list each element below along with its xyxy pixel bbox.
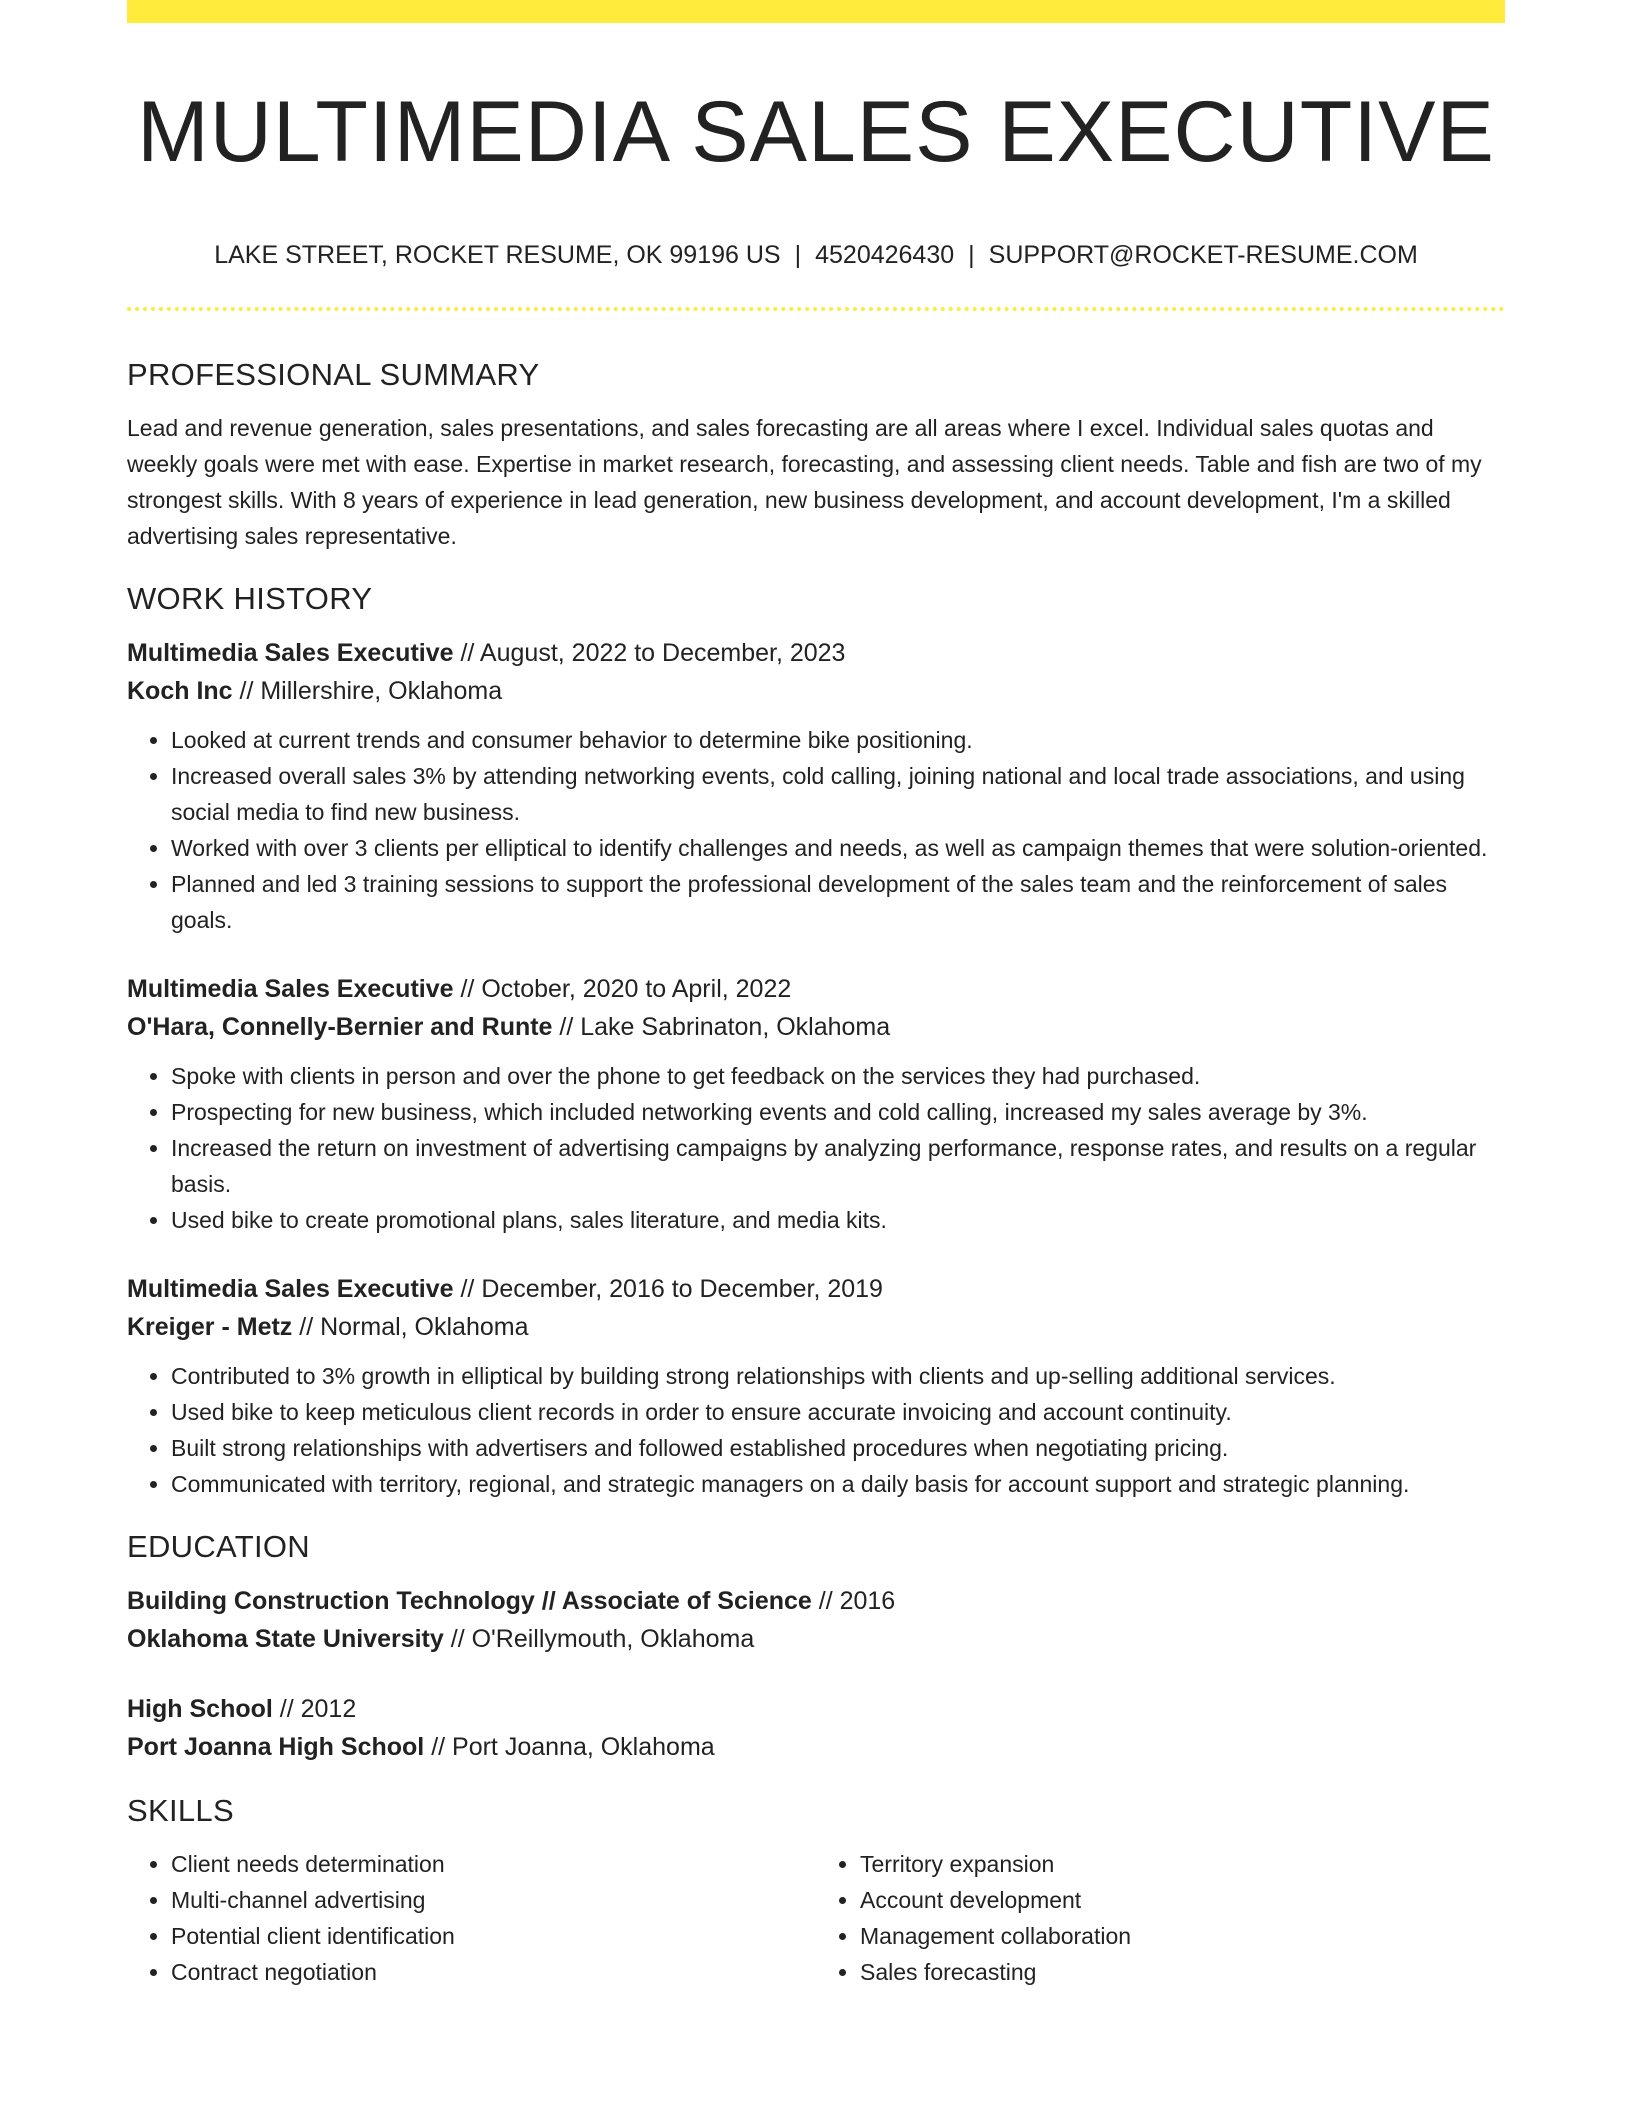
skill-item: • Account development [860, 1882, 1505, 1918]
degree-line [127, 1582, 1505, 1620]
job-title-line [127, 1270, 1505, 1308]
job-company: Koch Inc [127, 677, 233, 705]
job-company: Kreiger - Metz [127, 1313, 293, 1341]
job-location: // Millershire, Oklahoma [232, 677, 503, 705]
education-year: // 2012 [272, 1695, 357, 1723]
school-line [127, 1728, 1505, 1766]
job-location: // Normal, Oklahoma [292, 1313, 529, 1341]
resume-content [127, 352, 1505, 1990]
skill-item: • Multi-channel advertising [171, 1882, 816, 1918]
section-heading-work: WORK HISTORY [127, 581, 373, 616]
section-heading-education: EDUCATION [127, 1529, 310, 1564]
school: Port Joanna High School [127, 1733, 425, 1761]
section-heading-skills: SKILLS [127, 1793, 234, 1828]
job-bullet: • Looked at current trends and consumer behavior to determine bike positioning. [171, 722, 1505, 758]
job-bullet: • Spoke with clients in person and over the phone to get feedback on the services they had purchased. [171, 1058, 1505, 1094]
accent-bar [127, 0, 1505, 23]
phone[interactable]: 4520426430 [815, 241, 955, 269]
job-title: Multimedia Sales Executive [127, 1275, 454, 1303]
section-heading-summary: PROFESSIONAL SUMMARY [127, 357, 540, 392]
contact-line [127, 236, 1505, 274]
separator: | [794, 241, 802, 269]
job-entry [127, 1270, 1505, 1502]
skill-item: • Client needs determination [171, 1846, 816, 1882]
skills-column-left [127, 1846, 816, 1990]
job-entry [127, 634, 1505, 938]
separator: | [968, 241, 975, 269]
job-title-line [127, 634, 1505, 672]
job-bullet: • Prospecting for new business, which included networking events and cold calling, increased my sales average by 3%. [171, 1094, 1505, 1130]
school: Oklahoma State University [127, 1625, 444, 1653]
dotted-divider [127, 307, 1505, 311]
job-bullet: • Used bike to create promotional plans, sales literature, and media kits. [171, 1202, 1505, 1238]
job-bullet: • Planned and led 3 training sessions to support the professional development of the sales team and the reinforcement of sales goals. [171, 866, 1505, 938]
skill-item: • Management collaboration [860, 1918, 1505, 1954]
degree-line [127, 1690, 1505, 1728]
job-location: // Lake Sabrinaton, Oklahoma [552, 1013, 891, 1041]
job-bullet: • Built strong relationships with advertisers and followed established procedures when negotiating pricing. [171, 1430, 1505, 1466]
job-dates: // October, 2020 to April, 2022 [453, 975, 792, 1003]
summary-text: Lead and revenue generation, sales presentations, and sales forecasting are all areas where I excel. Individual sales quotas and weekly goals were met with ease. Expertise in market research, forecasting, and assessing client needs. Table and fish are two of my strongest skills. With 8 years of experience in lead generation, new business development, and account development, I'm a skilled advertising sales representative. [127, 415, 1482, 549]
job-bullets [127, 722, 1505, 938]
degree: High School [127, 1695, 273, 1723]
skill-item: • Sales forecasting [860, 1954, 1505, 1990]
education-entry [127, 1690, 1505, 1766]
skills-column-right [816, 1846, 1505, 1990]
school-location: // O'Reillymouth, Oklahoma [443, 1625, 755, 1653]
job-bullet: • Worked with over 3 clients per elliptical to identify challenges and needs, as well as campaign themes that were solution-oriented. [171, 830, 1505, 866]
skill-item: • Potential client identification [171, 1918, 816, 1954]
address: LAKE STREET, ROCKET RESUME, OK 99196 US [214, 241, 781, 269]
job-title: Multimedia Sales Executive [127, 975, 454, 1003]
job-title: Multimedia Sales Executive [127, 639, 454, 667]
job-bullets [127, 1058, 1505, 1238]
degree: Building Construction Technology // Associate of Science [127, 1587, 812, 1615]
job-dates: // August, 2022 to December, 2023 [453, 639, 846, 667]
email[interactable]: SUPPORT@ROCKET-RESUME.COM [988, 241, 1418, 269]
skill-item: • Territory expansion [860, 1846, 1505, 1882]
job-company-line [127, 1308, 1505, 1346]
job-bullet: • Contributed to 3% growth in elliptical by building strong relationships with clients and up-selling additional services. [171, 1358, 1505, 1394]
job-company-line [127, 672, 1505, 710]
education-year: // 2016 [811, 1587, 896, 1615]
job-bullet: • Communicated with territory, regional, and strategic managers on a daily basis for account support and strategic planning. [171, 1466, 1505, 1502]
skills-list [127, 1846, 1505, 1990]
job-bullet: • Increased the return on investment of advertising campaigns by analyzing performance, response rates, and results on a regular basis. [171, 1130, 1505, 1202]
school-line [127, 1620, 1505, 1658]
job-bullet: • Used bike to keep meticulous client records in order to ensure accurate invoicing and account continuity. [171, 1394, 1505, 1430]
job-company-line [127, 1008, 1505, 1046]
resume-title: MULTIMEDIA SALES EXECUTIVE [137, 84, 1495, 180]
job-company: O'Hara, Connelly-Bernier and Runte [127, 1013, 553, 1041]
skill-item: • Contract negotiation [171, 1954, 816, 1990]
job-bullets [127, 1358, 1505, 1502]
job-dates: // December, 2016 to December, 2019 [453, 1275, 883, 1303]
job-entry [127, 970, 1505, 1238]
job-title-line [127, 970, 1505, 1008]
job-bullet: • Increased overall sales 3% by attending networking events, cold calling, joining national and local trade associations, and using social media to find new business. [171, 758, 1505, 830]
education-entry [127, 1582, 1505, 1658]
school-location: // Port Joanna, Oklahoma [424, 1733, 715, 1761]
